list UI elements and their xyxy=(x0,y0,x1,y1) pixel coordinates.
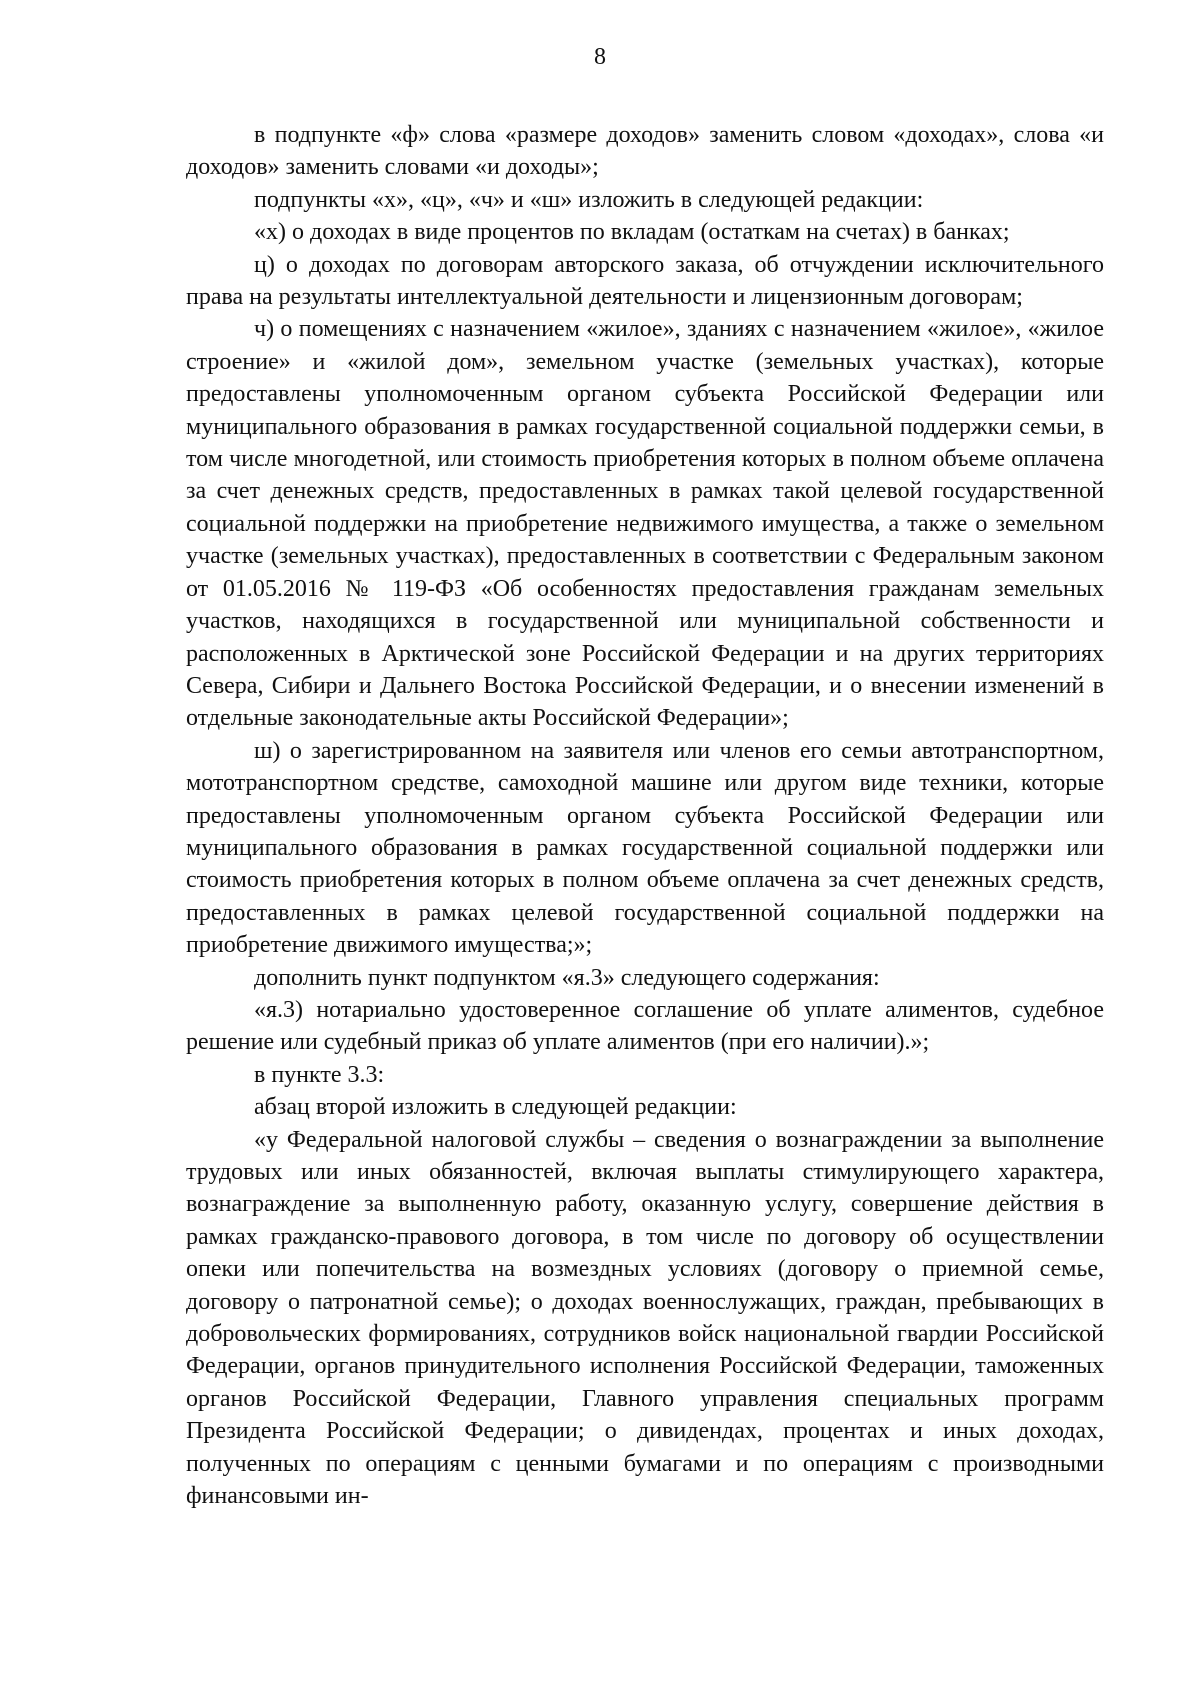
paragraph-subpoint-sh: ш) о зарегистрированном на заявителя или членов его семьи автотранспортном, мототранспортном средстве, самоходной машине или другом виде техники, которые предоставлены уполномоченным органом субъекта Российской Федерации или муниципального образования в рамках государственной социальной поддержки или стоимость приобретения которых в полном объеме оплачена за счет денежных средств, предоставленных в рамках целевой государственной социальной поддержки на приобретение движимого имущества;»; xyxy=(186,737,1104,959)
page-number: 8 xyxy=(594,44,606,70)
paragraph-second-abzac-intro: абзац второй изложить в следующей редакции: xyxy=(254,1094,737,1121)
paragraph-subpoint-ts: ц) о доходах по договорам авторского заказа, об отчуждении исключительного права на результаты интеллектуальной деятельности и лицензионным договорам; xyxy=(186,251,1104,311)
paragraph-subpoint-ch: ч) о помещениях с назначением «жилое», зданиях с назначением «жилое», «жилое строение» и «жилой дом», земельном участке (земельных участках), которые предоставлены уполномоченным органом субъекта Российской Федерации или муниципального образования в рамках государственной социальной поддержки семьи, в том числе многодетной, или стоимость приобретения которых в полном объеме оплачена за счет денежных средств, предоставленных в рамках такой целевой государственной социальной поддержки на приобретение недвижимого имущества, а также о земельном участке (земельных участках), предоставленных в соответствии с Федеральным законом от 01.05.2016 № 119-ФЗ «Об особенностях предоставления гражданам земельных участков, находящихся в государственной или муниципальной собственности и расположенных в Арктической зоне Российской Федерации и на других территориях Севера, Сибири и Дальнего Востока Российской Федерации, и о внесении изменений в отдельные законодательные акты Российской Федерации»; xyxy=(186,316,1104,732)
paragraph-add-ya3-intro: дополнить пункт подпунктом «я.3» следующего содержания: xyxy=(254,964,880,991)
paragraph-subpoint-ya3: «я.3) нотариально удостоверенное соглашение об уплате алиментов, судебное решение или судебный приказ об уплате алиментов (при его наличии).»; xyxy=(186,996,1104,1056)
paragraph-subpoints-intro: подпункты «х», «ц», «ч» и «ш» изложить в следующей редакции: xyxy=(254,186,924,213)
paragraph-subpoint-f: в подпункте «ф» слова «размере доходов» заменить словом «доходах», слова «и доходов» заменить словами «и доходы»; xyxy=(186,122,1104,181)
paragraph-point-3-3: в пункте 3.3: xyxy=(254,1061,385,1088)
paragraph-tax-service: «у Федеральной налоговой службы – сведения о вознаграждении за выполнение трудовых или иных обязанностей, включая выплаты стимулирующего характера, вознаграждение за выполненную работу, оказанную услугу, совершение действия в рамках гражданско-правового договора, в том числе по договору об осуществлении опеки или попечительства на возмездных условиях (договору о приемной семье, договору о патронатной семье); о доходах военнослужащих, граждан, пребывающих в добровольческих формированиях, сотрудников войск национальной гвардии Российской Федерации, органов принудительного исполнения Российской Федерации, таможенных органов Российской Федерации, Главного управления специальных программ Президента Российской Федерации; о дивидендах, процентах и иных доходах, полученных по операциям с ценными бумагами и по операциям с производными финансовыми ин- xyxy=(186,1126,1104,1510)
paragraph-subpoint-kh: «х) о доходах в виде процентов по вкладам (остаткам на счетах) в банках; xyxy=(254,219,1010,246)
document-body xyxy=(186,119,1104,1512)
